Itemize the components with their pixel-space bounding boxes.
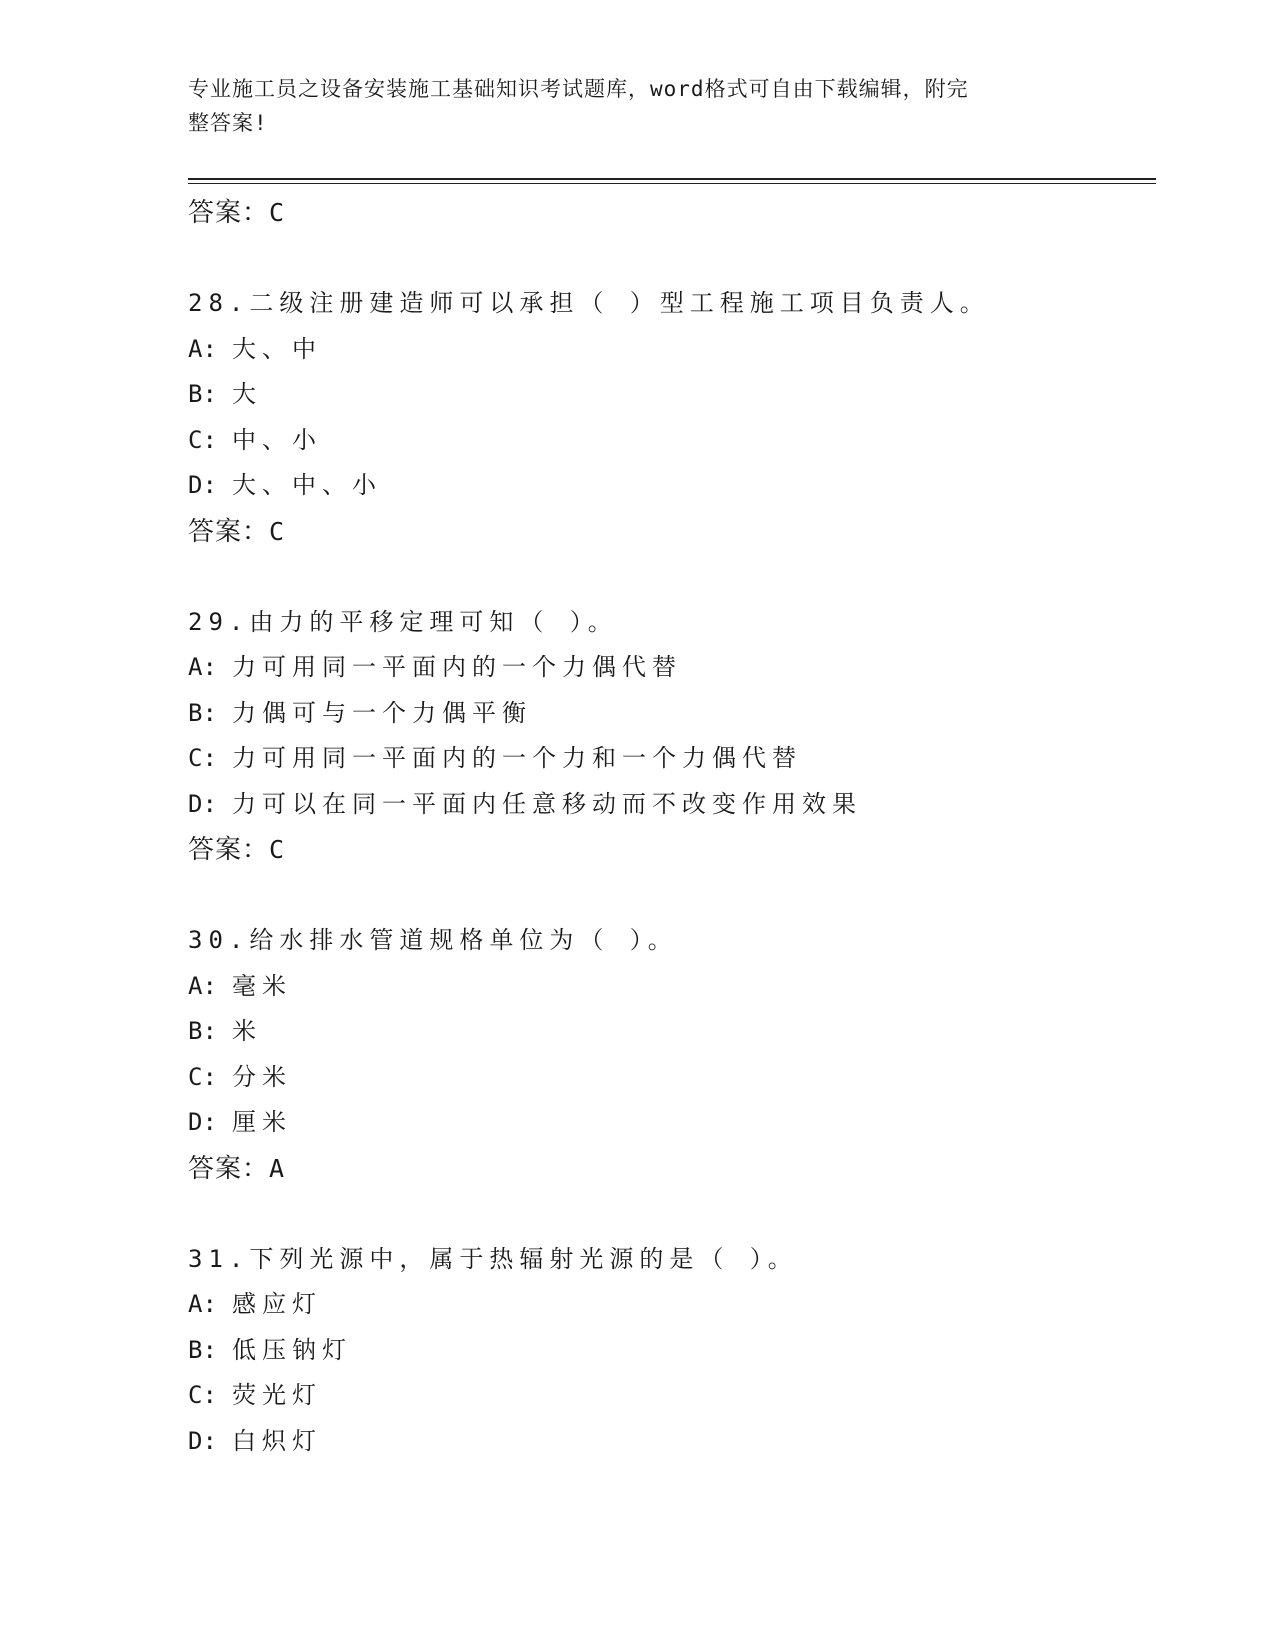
answer-prefix: 答案： — [188, 198, 270, 228]
option-a — [188, 327, 1156, 373]
option-label: C: — [188, 425, 217, 454]
option-text: 力可用同一平面内的一个力和一个力偶代替 — [232, 744, 802, 772]
option-label: B: — [188, 698, 217, 727]
answer-line — [188, 190, 1156, 236]
spacer — [188, 554, 1156, 600]
answer-line — [188, 827, 1156, 873]
option-text: 荧光灯 — [232, 1381, 322, 1409]
option-b — [188, 1328, 1156, 1374]
option-a — [188, 645, 1156, 691]
option-label: D: — [188, 1108, 217, 1136]
question-stem: 29.由力的平移定理可知（ ）。 — [188, 607, 618, 636]
answer-value: C — [269, 198, 286, 227]
option-label: A: — [188, 334, 217, 363]
spacer — [188, 236, 1156, 282]
option-text: 厘米 — [232, 1108, 292, 1136]
option-a — [188, 1282, 1156, 1328]
option-text: 力可以在同一平面内任意移动而不改变作用效果 — [232, 789, 862, 818]
option-label: D: — [188, 471, 217, 499]
option-text: 中、小 — [232, 425, 322, 454]
option-label: A: — [188, 1290, 217, 1318]
option-c — [188, 1373, 1156, 1419]
option-label: D: — [188, 789, 217, 818]
option-c — [188, 1055, 1156, 1101]
question-list — [188, 190, 1156, 1464]
option-b — [188, 691, 1156, 737]
option-text: 分米 — [232, 1062, 292, 1091]
option-d — [188, 463, 1156, 509]
option-label: B: — [188, 1335, 217, 1364]
option-text: 低压钠灯 — [232, 1335, 352, 1364]
option-label: D: — [188, 1426, 217, 1455]
option-c — [188, 736, 1156, 782]
answer-value: A — [269, 1153, 286, 1183]
header-line-1: 专业施工员之设备安装施工基础知识考试题库，word格式可自由下载编辑，附完 — [188, 77, 969, 101]
question-stem: 30.给水排水管道规格单位为（ ）。 — [188, 926, 678, 954]
option-text: 感应灯 — [232, 1290, 322, 1318]
question-stem: 31.下列光源中，属于热辐射光源的是（ ）。 — [188, 1244, 798, 1273]
header-rule-thick — [188, 178, 1156, 180]
option-text: 白炽灯 — [232, 1426, 322, 1455]
option-text: 米 — [232, 1017, 262, 1045]
option-text: 力可用同一平面内的一个力偶代替 — [232, 653, 682, 681]
option-c — [188, 418, 1156, 464]
option-label: B: — [188, 1017, 217, 1045]
header-rule-thin — [188, 183, 1156, 184]
answer-value: C — [269, 516, 286, 546]
option-d — [188, 1100, 1156, 1146]
answer-prefix: 答案： — [188, 1153, 270, 1184]
option-a — [188, 964, 1156, 1010]
option-d — [188, 782, 1156, 828]
option-b — [188, 372, 1156, 418]
option-label: C: — [188, 744, 217, 772]
option-text: 大 — [232, 380, 262, 408]
option-b — [188, 1009, 1156, 1055]
option-label: C: — [188, 1381, 217, 1409]
answer-line — [188, 1146, 1156, 1192]
option-text: 力偶可与一个力偶平衡 — [232, 698, 532, 727]
answer-prefix: 答案： — [188, 516, 270, 547]
spacer — [188, 1191, 1156, 1237]
answer-prefix: 答案： — [188, 835, 270, 865]
option-label: A: — [188, 653, 217, 681]
option-text: 大、中、小 — [232, 471, 382, 499]
option-text: 大、中 — [232, 334, 322, 363]
option-text: 毫米 — [232, 971, 292, 1000]
answer-line — [188, 509, 1156, 555]
option-label: B: — [188, 380, 217, 408]
option-d — [188, 1419, 1156, 1465]
spacer — [188, 873, 1156, 919]
answer-value: C — [269, 835, 286, 864]
document-header — [188, 72, 1088, 140]
question-stem: 28.二级注册建造师可以承担（ ）型工程施工项目负责人。 — [188, 289, 990, 317]
header-line-2: 整答案! — [188, 111, 268, 135]
option-label: C: — [188, 1062, 217, 1091]
option-label: A: — [188, 971, 217, 1000]
